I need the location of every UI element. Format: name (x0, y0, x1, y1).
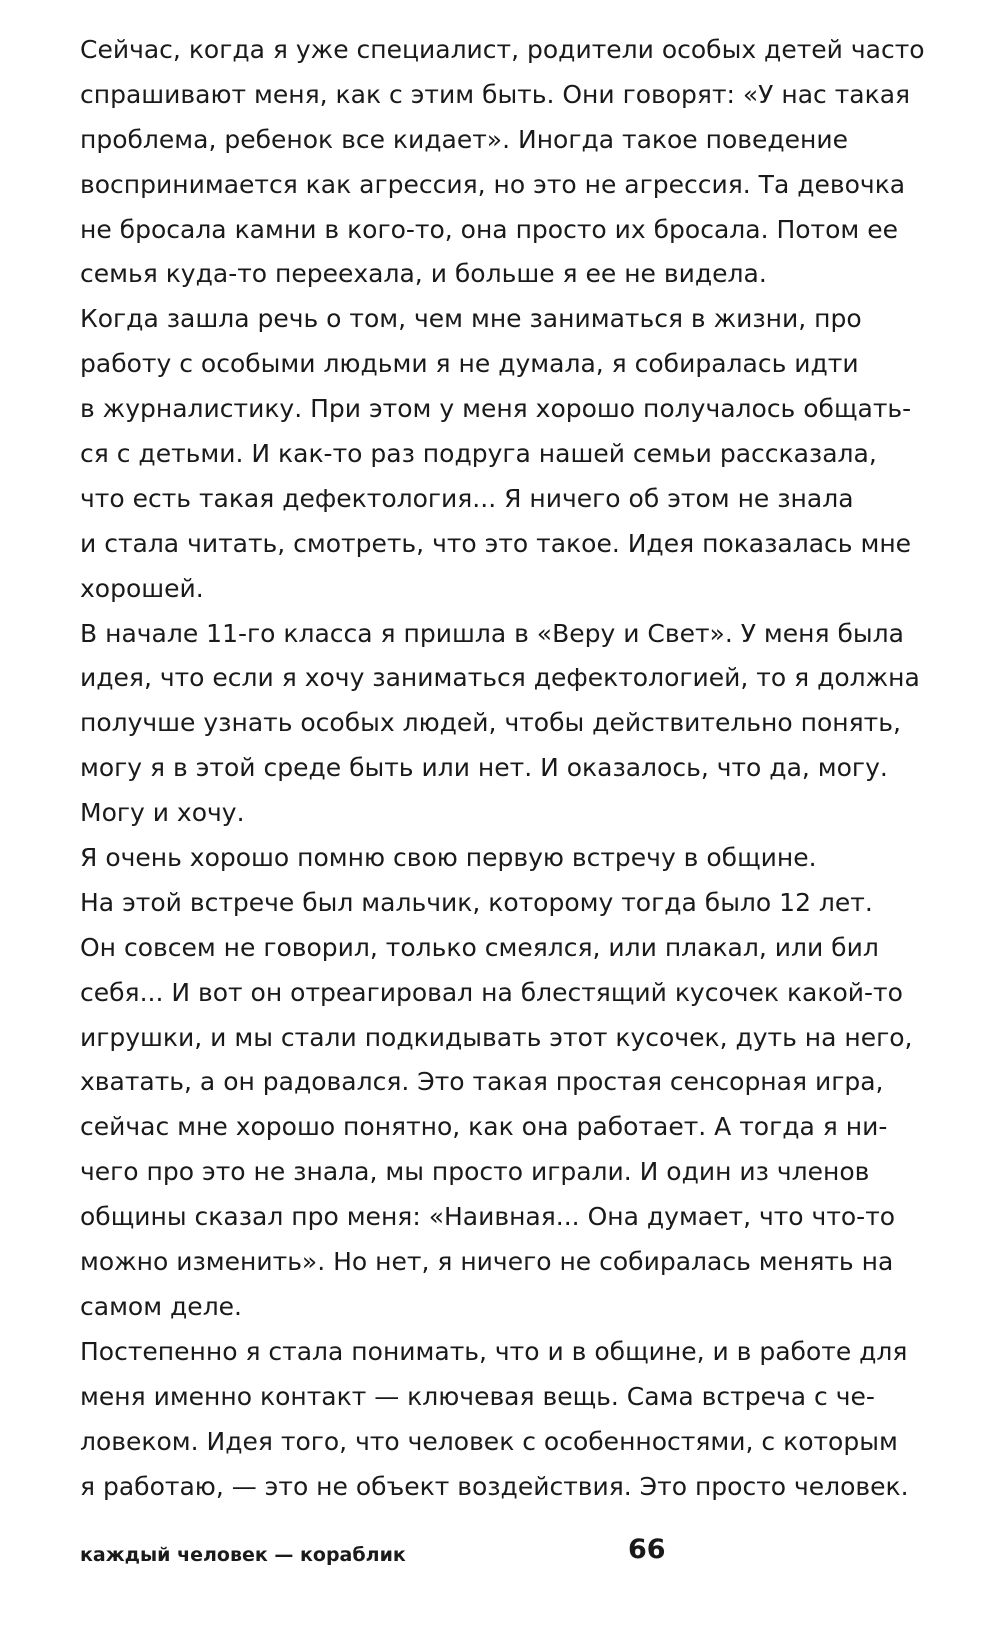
text-line: Я очень хорошо помню свою первую встречу в общине. (80, 843, 817, 873)
text-line: чего про это не знала, мы просто играли. И один из членов (80, 1157, 870, 1187)
text-line: и стала читать, смотреть, что это такое. Идея показалась мне (80, 528, 912, 558)
text-line: Сейчас, когда я уже специалист, родители особых детей часто (80, 35, 925, 64)
page-number: 66 (628, 1534, 666, 1565)
text-line: общины сказал про меня: «Наивная... Она думает, что что-то (80, 1202, 896, 1232)
text-line: в журналистику. При этом у меня хорошо получалось общать- (80, 394, 912, 424)
text-line: В начале 11-го класса я пришла в «Веру и Свет». У меня была (80, 618, 904, 648)
text-line: ся с детьми. И как-то раз подруга нашей семьи рассказала, (80, 439, 877, 469)
text-line: получше узнать особых людей, чтобы действительно понять, (80, 708, 901, 738)
text-line: Когда зашла речь о том, чем мне заниматься в жизни, про (80, 304, 862, 334)
body-text (80, 28, 940, 1509)
text-line: хорошей. (80, 573, 204, 603)
text-line: работу с особыми людьми я не думала, я собиралась идти (80, 349, 859, 379)
text-line: Он совсем не говорил, только смеялся, или плакал, или бил (80, 932, 879, 962)
text-line: спрашивают меня, как с этим быть. Они говорят: «У нас такая (80, 79, 911, 109)
text-line: ловеком. Идея того, что человек с особенностями, с которым (80, 1426, 898, 1456)
text-line: что есть такая дефектология... Я ничего об этом не знала (80, 483, 854, 513)
text-line: семья куда-то переехала, и больше я ее не видела. (80, 259, 767, 289)
text-line: я работаю, — это не объект воздействия. Это просто человек. (80, 1471, 909, 1501)
page-footer (80, 1534, 940, 1574)
text-line: Постепенно я стала понимать, что и в общине, и в работе для (80, 1336, 908, 1366)
text-line: самом деле. (80, 1291, 242, 1321)
text-line: не бросала камни в кого-то, она просто их бросала. Потом ее (80, 214, 898, 244)
text-line: На этой встрече был мальчик, которому тогда было 12 лет. (80, 887, 873, 917)
text-line: себя... И вот он отреагировал на блестящий кусочек какой-то (80, 977, 903, 1007)
text-line: можно изменить». Но нет, я ничего не собиралась менять на (80, 1247, 894, 1277)
running-title: каждый человек — кораблик (80, 1544, 406, 1566)
text-line: Могу и хочу. (80, 798, 245, 828)
text-line: могу я в этой среде быть или нет. И оказалось, что да, могу. (80, 753, 888, 783)
text-line: игрушки, и мы стали подкидывать этот кусочек, дуть на него, (80, 1022, 913, 1052)
text-line: сейчас мне хорошо понятно, как она работает. А тогда я ни- (80, 1112, 888, 1142)
text-line: идея, что если я хочу заниматься дефектологией, то я должна (80, 663, 920, 693)
text-line: хватать, а он радовался. Это такая простая сенсорная игра, (80, 1067, 884, 1097)
text-line: воспринимается как агрессия, но это не агрессия. Та девочка (80, 169, 906, 199)
text-line: меня именно контакт — ключевая вещь. Сама встреча с че- (80, 1381, 875, 1411)
text-line: проблема, ребенок все кидает». Иногда такое поведение (80, 124, 849, 154)
